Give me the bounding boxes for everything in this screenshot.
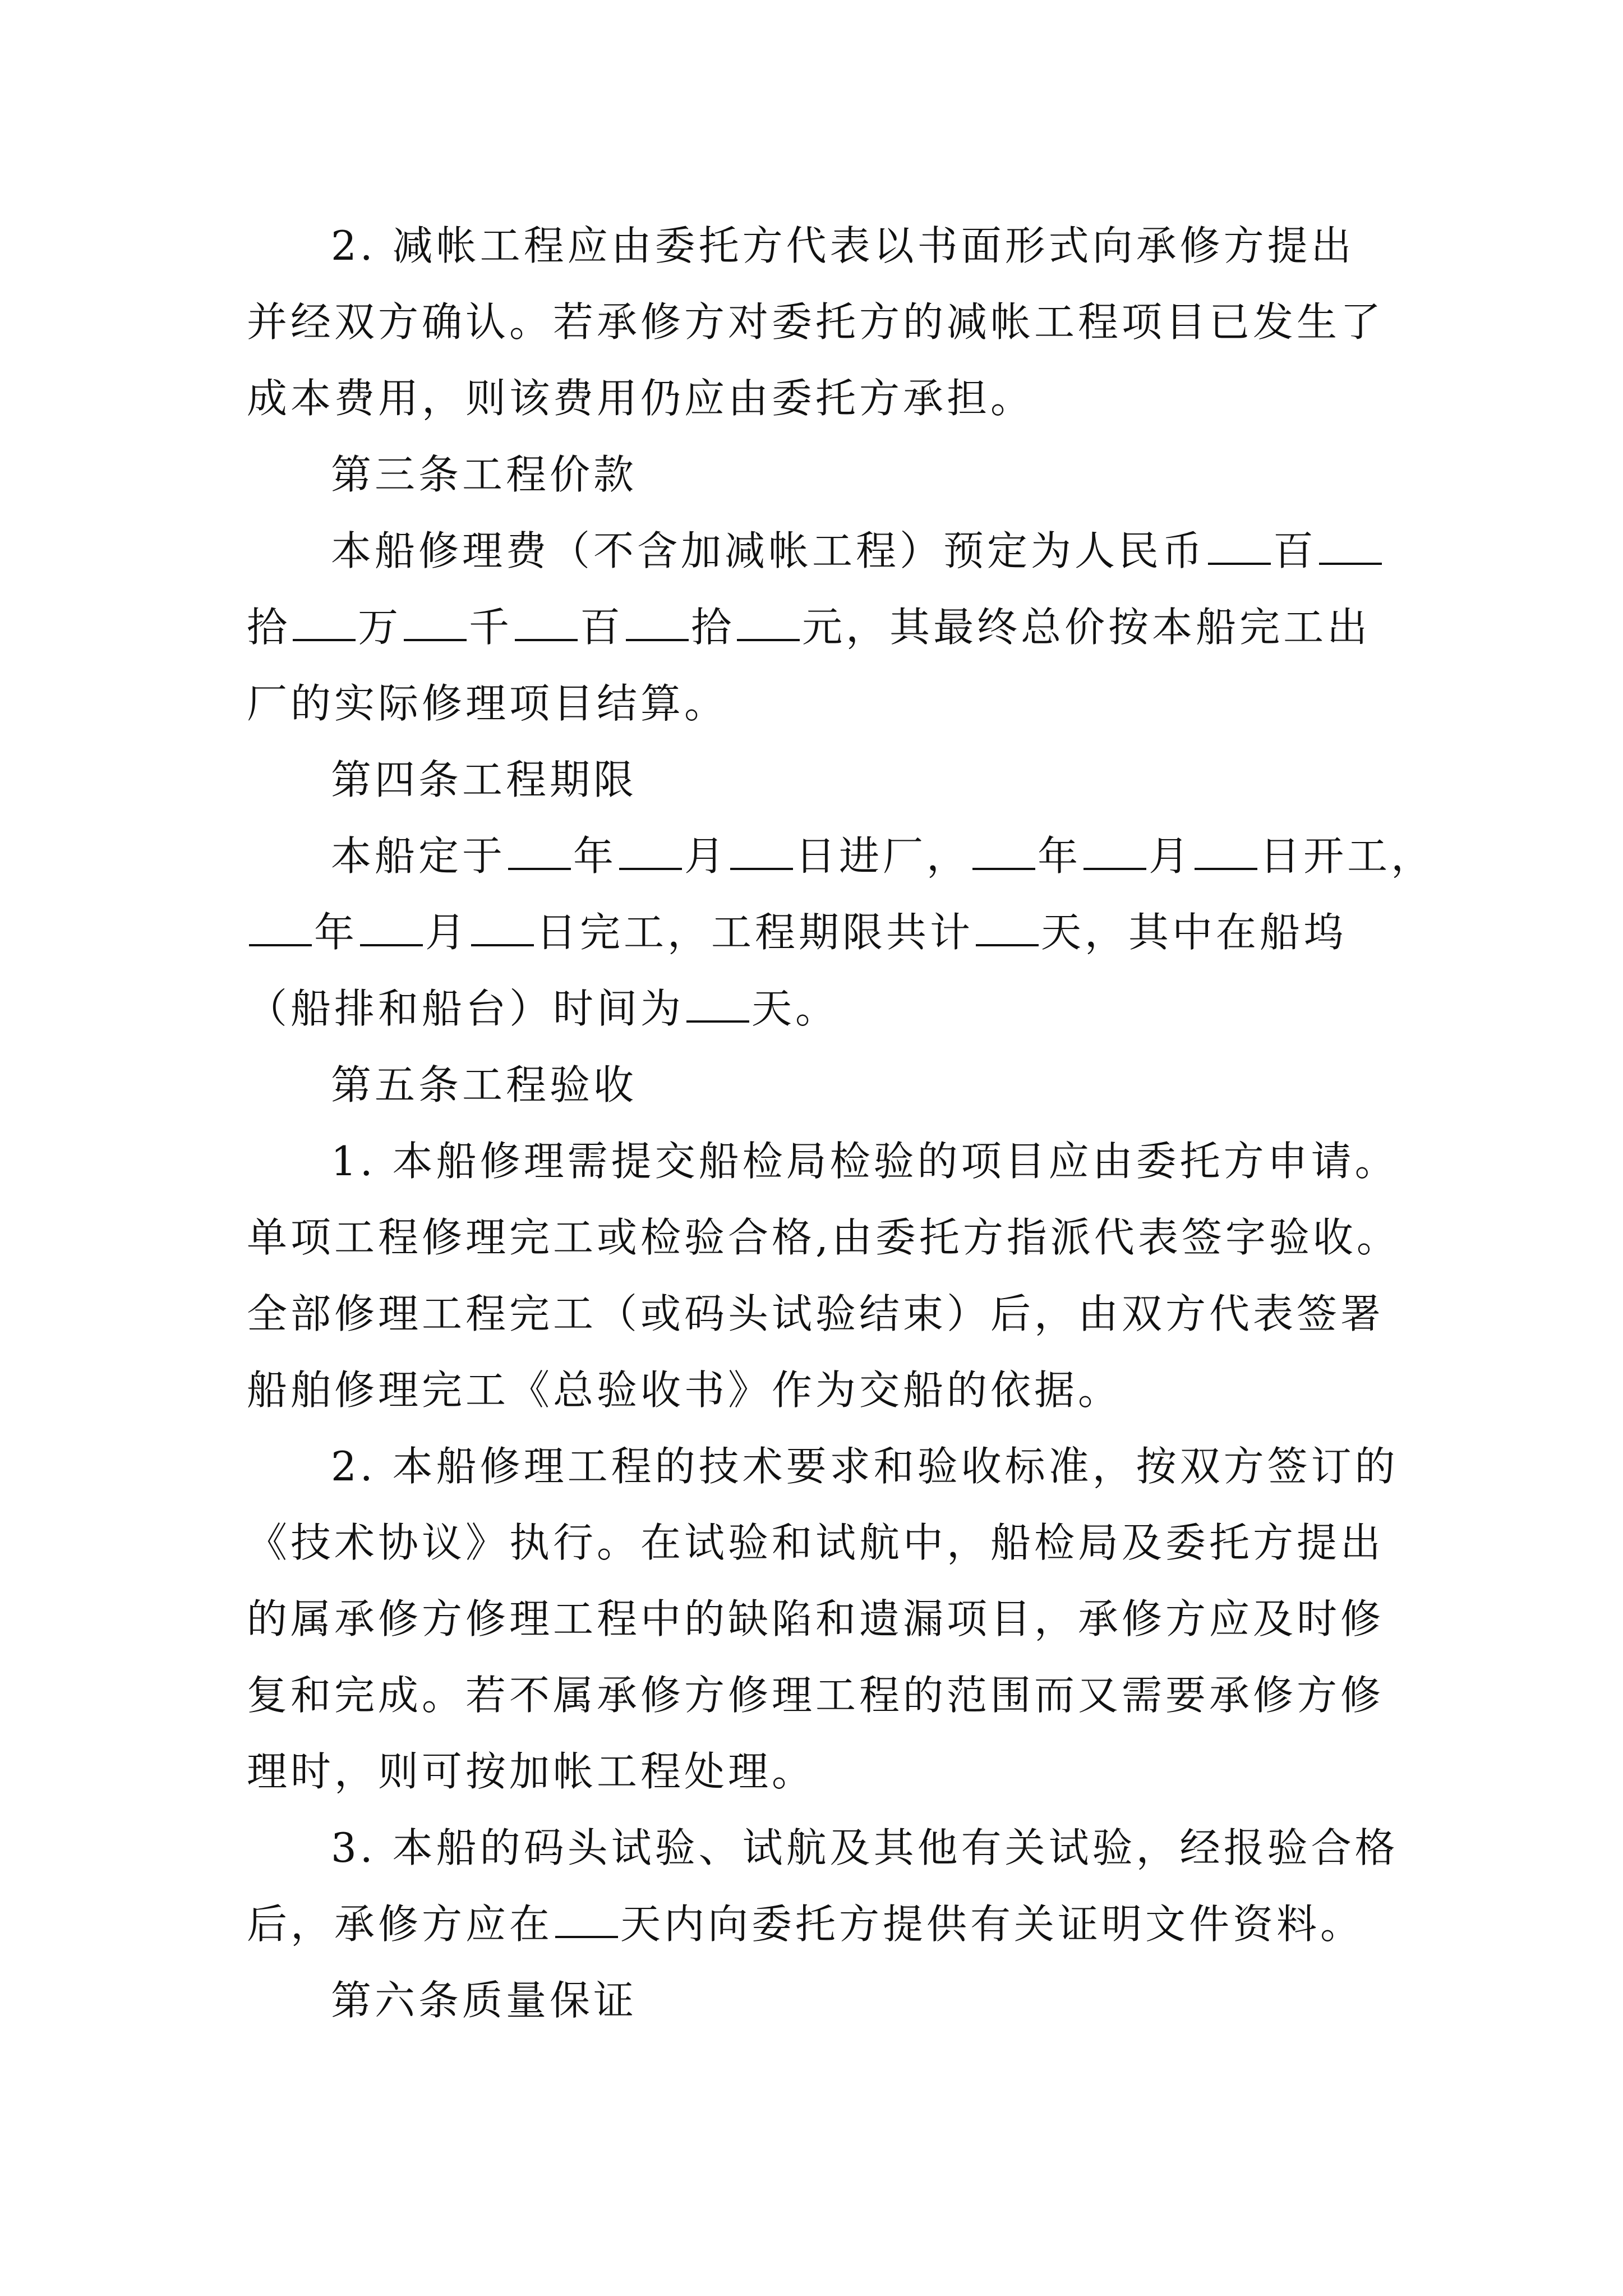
text-segment: 第三条工程价款 — [331, 451, 638, 498]
fill-in-blank — [1083, 834, 1146, 870]
fill-in-blank — [515, 605, 578, 641]
paragraph-line — [247, 894, 1385, 970]
section-heading — [247, 1047, 1385, 1123]
text-segment: 百 — [1273, 527, 1317, 574]
paragraph-line — [247, 1123, 1399, 1199]
paragraph-line — [247, 360, 1385, 436]
text-segment: 成本费用，则该费用仍应由委托方承担。 — [247, 375, 1035, 422]
text-segment: 拾 — [691, 604, 735, 651]
text-segment: 月 — [1149, 832, 1193, 880]
paragraph-line — [247, 1199, 1400, 1276]
text-segment: 日进厂， — [795, 832, 971, 880]
fill-in-blank — [1319, 529, 1382, 565]
text-segment: （船排和船台）时间为 — [247, 985, 685, 1032]
fill-in-blank — [1195, 834, 1257, 870]
fill-in-blank — [471, 910, 534, 946]
paragraph-line — [247, 1733, 1385, 1810]
text-segment: 单项工程修理完工或检验合格,由委托方指派代表签字验收。 — [247, 1214, 1400, 1261]
text-segment: 天，其中在船坞 — [1041, 909, 1348, 956]
fill-in-blank — [730, 834, 793, 870]
text-segment: 厂的实际修理项目结算。 — [247, 680, 728, 727]
paragraph-line — [247, 208, 1385, 284]
text-segment: 后，承修方应在 — [247, 1901, 554, 1948]
paragraph-line — [247, 1657, 1385, 1733]
document-page — [247, 208, 1435, 2039]
text-segment: 拾 — [247, 604, 291, 651]
text-segment: 月 — [684, 832, 728, 880]
paragraph-line — [247, 1276, 1385, 1352]
text-segment: 千 — [469, 604, 513, 651]
text-segment: 的属承修方修理工程中的缺陷和遗漏项目，承修方应及时修 — [247, 1595, 1385, 1642]
fill-in-blank — [737, 605, 800, 641]
text-segment: 《技术协议》执行。在试验和试航中，船检局及委托方提出 — [247, 1519, 1385, 1566]
section-heading — [247, 1962, 1385, 2039]
text-segment: 全部修理工程完工（或码头试验结束）后，由双方代表签署 — [247, 1290, 1385, 1337]
text-segment: 第五条工程验收 — [331, 1061, 638, 1108]
fill-in-blank — [404, 605, 467, 641]
section-heading — [247, 436, 1385, 513]
paragraph-line — [247, 1581, 1385, 1657]
text-segment: 万 — [358, 604, 402, 651]
text-segment: 年 — [573, 832, 617, 880]
fill-in-blank — [972, 834, 1035, 870]
text-segment: 复和完成。若不属承修方修理工程的范围而又需要承修方修 — [247, 1672, 1385, 1719]
text-segment: 2. 减帐工程应由委托方代表以书面形式向承修方提出 — [331, 222, 1355, 269]
fill-in-blank — [508, 834, 571, 870]
text-segment: 理时，则可按加帐工程处理。 — [247, 1748, 816, 1795]
fill-in-blank — [686, 987, 749, 1023]
paragraph-line — [247, 284, 1385, 360]
text-segment: 百 — [580, 604, 624, 651]
text-segment: 日开工， — [1260, 832, 1435, 880]
paragraph-line — [247, 818, 1435, 894]
fill-in-blank — [249, 910, 312, 946]
fill-in-blank — [626, 605, 689, 641]
section-heading — [247, 742, 1385, 818]
text-segment: 2. 本船修理工程的技术要求和验收标准，按双方签订的 — [331, 1443, 1399, 1490]
paragraph-line — [247, 1352, 1385, 1428]
paragraph-line — [247, 1504, 1385, 1581]
text-segment: 年 — [314, 909, 358, 956]
fill-in-blank — [555, 1902, 618, 1938]
fill-in-blank — [619, 834, 682, 870]
paragraph-line — [247, 1886, 1385, 1962]
paragraph-line — [247, 513, 1385, 589]
text-segment: 并经双方确认。若承修方对委托方的减帐工程项目已发生了 — [247, 298, 1385, 346]
text-segment: 第四条工程期限 — [331, 756, 638, 803]
text-segment: 日完工，工程期限共计 — [536, 909, 974, 956]
text-segment: 船舶修理完工《总验收书》作为交船的依据。 — [247, 1366, 1122, 1414]
paragraph-line — [247, 970, 1385, 1047]
fill-in-blank — [293, 605, 356, 641]
text-segment: 天。 — [751, 985, 840, 1032]
text-segment: 第六条质量保证 — [331, 1977, 638, 2024]
fill-in-blank — [976, 910, 1039, 946]
text-segment: 3. 本船的码头试验、试航及其他有关试验，经报验合格 — [331, 1824, 1399, 1871]
text-segment: 月 — [425, 909, 469, 956]
text-segment: 元，其最终总价按本船完工出 — [802, 604, 1371, 651]
text-segment: 年 — [1038, 832, 1082, 880]
paragraph-line — [247, 589, 1385, 665]
text-segment: 本船修理费（不含加减帐工程）预定为人民币 — [331, 527, 1206, 574]
fill-in-blank — [360, 910, 423, 946]
paragraph-line — [247, 665, 1385, 742]
text-segment: 本船定于 — [331, 832, 506, 880]
fill-in-blank — [1208, 529, 1271, 565]
text-segment: 天内向委托方提供有关证明文件资料。 — [620, 1901, 1364, 1948]
text-segment: 1. 本船修理需提交船检局检验的项目应由委托方申请。 — [331, 1138, 1399, 1185]
paragraph-line — [247, 1810, 1399, 1886]
paragraph-line — [247, 1428, 1399, 1504]
